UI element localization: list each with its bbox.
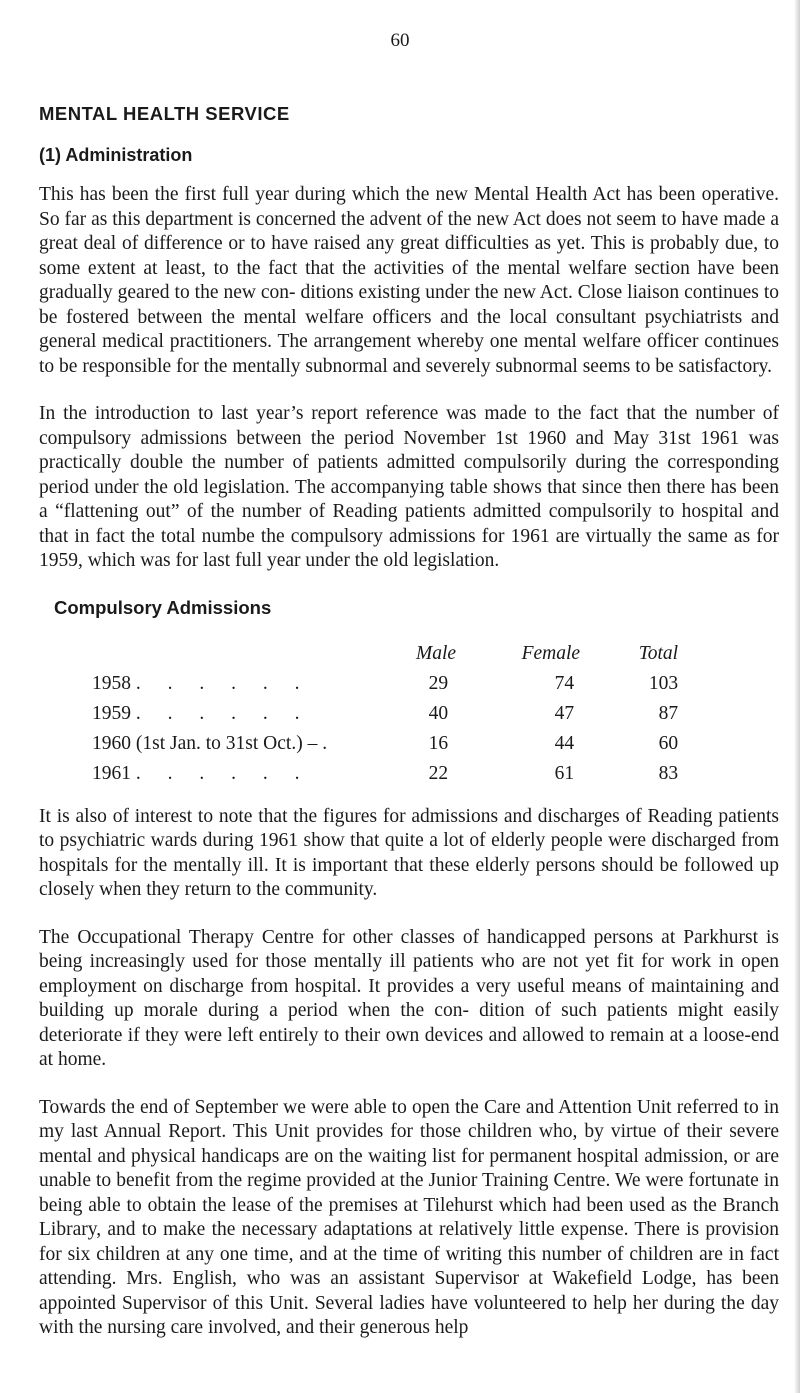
table-row: [92, 669, 678, 699]
table-header-row: [92, 639, 678, 669]
dot-leader: .: [322, 732, 339, 754]
column-header-total: Total: [638, 642, 679, 664]
table-title: Compulsory Admissions: [54, 596, 272, 618]
page-edge-shadow: [794, 0, 800, 1393]
admissions-table: [92, 639, 678, 789]
paragraph: In the introduction to last year’s report reference was made to the fact that the number of compulsory admissions between the period November 1st 1960 and May 31st 1961 was practically double the number of patients admitted compulsorily during the corresponding period under the old legislation. The accompanying table shows that since then there has been a “flattening out” of the number of Reading patients admitted compulsorily to hospital and that in fact the total numbe the compulsory admissions for 1961 are virtually the same as for 1959, which was for last full year under the old legislation.: [39, 403, 779, 571]
row-label: [92, 729, 338, 759]
dot-leader: . . . . . .: [135, 762, 311, 784]
row-year: 1960 (1st Jan. to 31st Oct.) –: [92, 732, 318, 754]
paragraph: The Occupational Therapy Centre for other classes of handicapped persons at Parkhurst is being increasingly used for those mentally ill patients who are not yet fit for work in open employment on discharge from hospital. It provides a very useful means of maintaining and building up morale during a period when the con- dition of such patients might easily deteriorate if they were left entirely to their own devices and allowed to remain at a loose-end at home.: [39, 926, 779, 1070]
document-body: [39, 103, 779, 1364]
cell-female: 74: [554, 672, 575, 694]
cell-total: 87: [658, 702, 679, 724]
cell-male: 29: [428, 672, 449, 694]
cell-male: 40: [428, 702, 449, 724]
cell-total: 103: [648, 672, 679, 694]
table-row: [92, 759, 678, 789]
paragraph: It is also of interest to note that the figures for admissions and discharges of Reading patients to psychiatric wards during 1961 show that quite a lot of elderly people were discharged from hospitals for the mentally ill. It is important that these elderly persons should be followed up closely when they return to the community.: [39, 805, 779, 900]
row-label: [92, 759, 338, 789]
paragraph: This has been the first full year during which the new Mental Health Act has been operative. So far as this department is concerned the advent of the new Act does not seem to have made a great deal of difference or to have raised any great difficulties as yet. This is probably due, to some extent at least, to the fact that the activities of the mental welfare section have been gradually geared to the new con- ditions existing under the new Act. Close liaison continues to be fostered between the mental welfare officers and the local consultant psychiatrists and general medical practitioners. The arrangement whereby one mental welfare officer continues to be responsible for the mentally subnormal and severely subnormal seems to be satisfactory.: [39, 184, 779, 377]
row-year: 1959: [92, 702, 131, 724]
paragraph: Towards the end of September we were able to open the Care and Attention Unit referred to in my last Annual Report. This Unit provides for those children who, by virtue of their severe mental and physical handicaps are on the waiting list for permanent hospital admission, or are unable to benefit from the regime provided at the Junior Training Centre. We were fortunate in being able to obtain the lease of the premises at Tilehurst which had been used as the Branch Library, and to make the necessary adaptations at relatively little expense. There is provision for six children at any one time, and at the time of writing this number of children are in fact attending. Mrs. English, who was an assistant Supervisor at Wakefield Lodge, has been appointed Supervisor of this Unit. Several ladies have volunteered to help her during the day with the nursing care involved, and their generous help: [39, 1096, 779, 1338]
column-header-female: Female: [521, 642, 581, 664]
row-year: 1958: [92, 672, 131, 694]
row-label: [92, 699, 338, 729]
cell-female: 44: [554, 732, 575, 754]
table-row: [92, 729, 678, 759]
dot-leader: . . . . . .: [135, 702, 311, 724]
row-label: [92, 669, 338, 699]
column-header-male: Male: [416, 642, 457, 664]
cell-male: 22: [428, 762, 449, 784]
column-header-label: [92, 639, 338, 669]
cell-male: 16: [428, 732, 449, 754]
row-year: 1961: [92, 762, 131, 784]
page-number: 60: [390, 30, 410, 51]
cell-total: 60: [658, 732, 679, 754]
dot-leader: . . . . . .: [135, 672, 311, 694]
cell-total: 83: [658, 762, 679, 784]
cell-female: 61: [554, 762, 575, 784]
cell-female: 47: [554, 702, 575, 724]
subsection-heading: (1) Administration: [39, 145, 193, 165]
section-heading: MENTAL HEALTH SERVICE: [39, 103, 290, 124]
table-row: [92, 699, 678, 729]
